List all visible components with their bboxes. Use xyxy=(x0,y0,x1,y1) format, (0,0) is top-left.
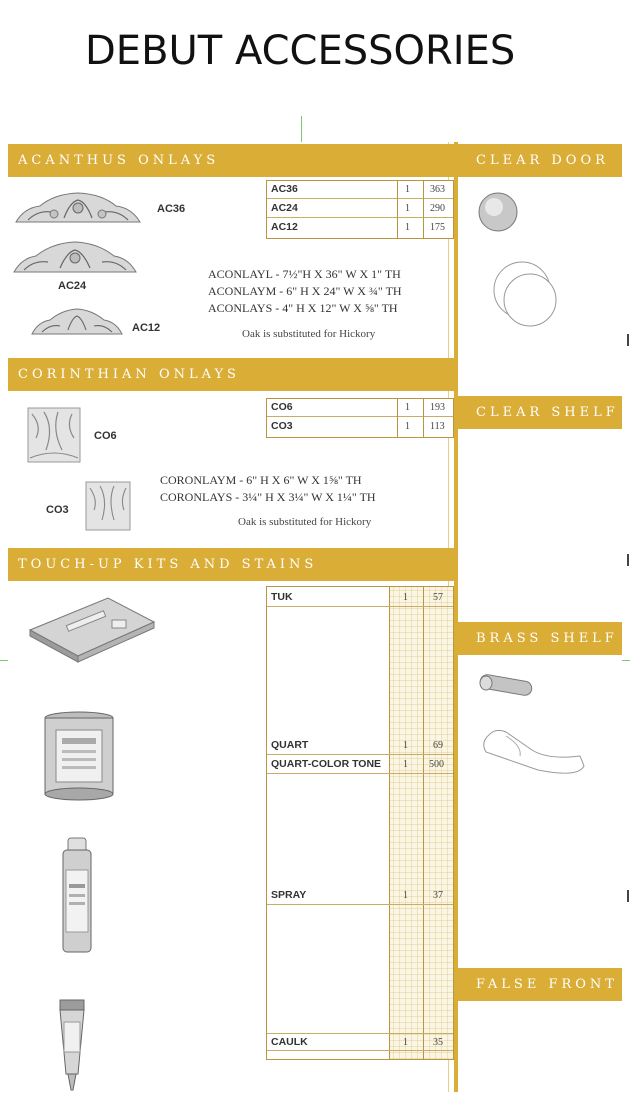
crop-guide xyxy=(0,660,8,661)
edge-mark xyxy=(627,554,629,566)
corinthian-onlay-large-image xyxy=(22,404,86,466)
item-qty: 1 xyxy=(405,222,410,233)
spray-can-image xyxy=(60,836,94,956)
item-qty: 1 xyxy=(403,759,408,770)
item-qty: 1 xyxy=(403,1037,408,1048)
table-row xyxy=(267,399,453,417)
table-row xyxy=(267,756,453,774)
table-divider xyxy=(397,399,398,437)
item-code: AC36 xyxy=(271,183,298,195)
table-row xyxy=(267,418,453,436)
table-divider xyxy=(423,587,424,1059)
crop-guide xyxy=(622,660,630,661)
table-divider xyxy=(423,181,424,238)
item-code: CO6 xyxy=(271,401,293,413)
item-price: 500 xyxy=(429,759,444,770)
item-qty: 1 xyxy=(403,740,408,751)
item-code: QUART-COLOR TONE xyxy=(271,758,382,770)
table-row xyxy=(267,219,453,237)
spec-line: CORONLAYS - 3¼" H X 3¼" W X 1¼" TH xyxy=(160,490,376,504)
table-row xyxy=(267,589,453,607)
section-band-acanthus xyxy=(8,144,454,177)
item-code: AC24 xyxy=(271,202,298,214)
image-label-co6: CO6 xyxy=(94,430,117,442)
table-divider xyxy=(389,587,390,1059)
section-title: CLEAR DOOR xyxy=(476,153,609,168)
item-qty: 1 xyxy=(403,890,408,901)
section-band-clear-shelf xyxy=(458,396,622,429)
item-qty: 1 xyxy=(405,402,410,413)
section-title: FALSE FRONT xyxy=(476,977,618,992)
item-code: CAULK xyxy=(271,1036,308,1048)
price-table-acanthus xyxy=(266,180,454,239)
table-row xyxy=(267,200,453,218)
edge-mark xyxy=(627,890,629,902)
item-price: 57 xyxy=(433,592,443,603)
clear-door-bumper-outline-image xyxy=(484,258,560,330)
section-band-corinthian xyxy=(8,358,454,391)
table-row xyxy=(267,887,453,905)
item-code: TUK xyxy=(271,591,293,603)
brass-shelf-pin-outline-image xyxy=(478,726,588,782)
section-title: BRASS SHELF xyxy=(476,631,618,646)
image-label-ac36: AC36 xyxy=(157,203,186,215)
image-label-ac24: AC24 xyxy=(58,280,87,292)
corinthian-onlay-small-image xyxy=(82,478,134,534)
item-qty: 1 xyxy=(403,592,408,603)
item-price: 290 xyxy=(430,203,445,214)
item-code: QUART xyxy=(271,739,309,751)
table-divider xyxy=(397,181,398,238)
item-qty: 1 xyxy=(405,184,410,195)
item-price: 363 xyxy=(430,184,445,195)
table-divider xyxy=(423,399,424,437)
acanthus-onlay-small-image xyxy=(30,306,124,336)
section-title: TOUCH-UP KITS AND STAINS xyxy=(18,557,318,572)
crop-guide xyxy=(301,116,302,142)
code-column xyxy=(267,587,389,1059)
item-code: AC12 xyxy=(271,221,298,233)
edge-mark xyxy=(627,334,629,346)
acanthus-onlay-large-image xyxy=(14,190,142,224)
column-divider xyxy=(454,142,458,1092)
item-price: 113 xyxy=(430,421,445,432)
clear-door-bumper-image xyxy=(476,190,520,234)
section-title: ACANTHUS ONLAYS xyxy=(18,153,220,168)
spec-line: ACONLAYM - 6" H X 24" W X ¾" TH xyxy=(208,284,402,298)
item-price: 175 xyxy=(430,222,445,233)
table-row xyxy=(267,181,453,199)
item-price: 35 xyxy=(433,1037,443,1048)
section-band-false-front xyxy=(458,968,622,1001)
spec-line: CORONLAYM - 6" H X 6" W X 1⅝" TH xyxy=(160,473,362,487)
section-band-clear-door xyxy=(458,144,622,177)
table-row xyxy=(267,737,453,755)
section-title: CLEAR SHELF xyxy=(476,405,619,420)
item-qty: 1 xyxy=(405,203,410,214)
touchup-kit-image xyxy=(26,592,158,664)
price-table-corinthian xyxy=(266,398,454,438)
item-qty: 1 xyxy=(405,421,410,432)
section-band-touchup xyxy=(8,548,454,581)
item-code: CO3 xyxy=(271,420,293,432)
item-price: 193 xyxy=(430,402,445,413)
caulk-tube-image xyxy=(54,998,90,1092)
substitution-note: Oak is substituted for Hickory xyxy=(238,516,372,528)
item-price: 69 xyxy=(433,740,443,751)
item-price: 37 xyxy=(433,890,443,901)
table-row xyxy=(267,1033,453,1051)
image-label-ac12: AC12 xyxy=(132,322,161,334)
price-table-touchup xyxy=(266,586,454,1060)
acanthus-onlay-medium-image xyxy=(12,238,138,274)
brass-shelf-pin-image xyxy=(476,672,536,700)
section-title: CORINTHIAN ONLAYS xyxy=(18,367,240,382)
spec-line: ACONLAYS - 4" H X 12" W X ⅝" TH xyxy=(208,301,398,315)
substitution-note: Oak is substituted for Hickory xyxy=(242,328,376,340)
stain-can-image xyxy=(42,710,116,802)
page-title: DEBUT ACCESSORIES xyxy=(85,28,516,74)
section-band-brass-shelf xyxy=(458,622,622,655)
image-label-co3: CO3 xyxy=(46,504,69,516)
item-code: SPRAY xyxy=(271,889,307,901)
catalog-sheet xyxy=(8,142,622,1092)
spec-line: ACONLAYL - 7½"H X 36" W X 1" TH xyxy=(208,267,401,281)
